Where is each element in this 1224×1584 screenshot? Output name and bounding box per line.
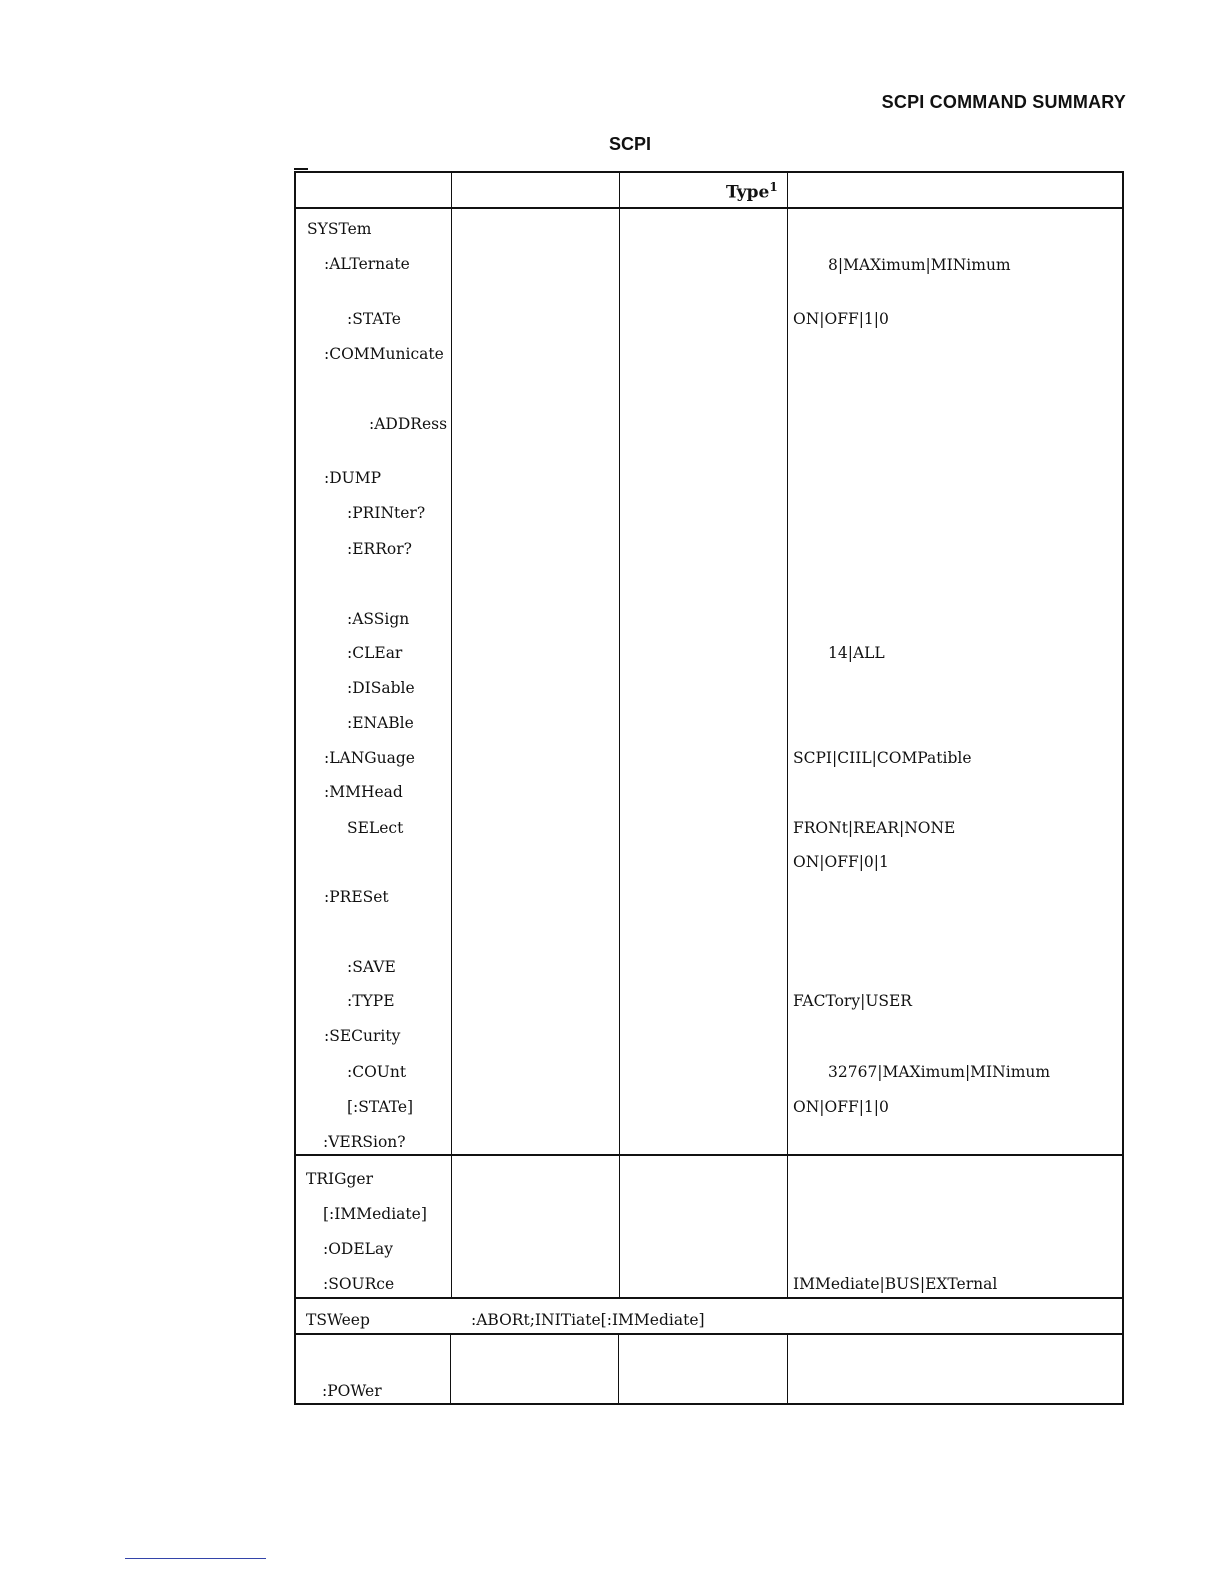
corner-mark bbox=[294, 168, 308, 170]
command-cell: :ALTernate bbox=[324, 255, 410, 273]
command-cell: [:STATe] bbox=[347, 1098, 414, 1116]
command-cell: :COMMunicate bbox=[324, 345, 444, 363]
command-cell: :LANGuage bbox=[324, 749, 415, 767]
command-cell: TSWeep bbox=[306, 1311, 370, 1329]
command-cell: :SOURce bbox=[323, 1275, 395, 1293]
header-rule bbox=[296, 207, 1122, 209]
parameter-cell: 32767|MAXimum|MINimum bbox=[828, 1063, 1051, 1081]
type-column-header: Type$^1$ bbox=[726, 180, 778, 203]
command-cell: :ERRor? bbox=[347, 540, 412, 558]
command-cell: [:IMMediate] bbox=[323, 1205, 427, 1223]
section-rule bbox=[296, 1154, 1122, 1156]
section-rule bbox=[296, 1333, 1122, 1335]
footer-rule bbox=[125, 1558, 266, 1559]
column-divider bbox=[787, 1335, 788, 1405]
description-cell: :ABORt;INITiate[:IMMediate] bbox=[471, 1311, 705, 1329]
column-divider bbox=[787, 173, 788, 1298]
command-cell: SYSTem bbox=[307, 220, 372, 238]
command-cell: :SAVE bbox=[347, 958, 396, 976]
command-cell: :PRESet bbox=[324, 888, 389, 906]
command-cell: :CLEar bbox=[347, 644, 403, 662]
page-header-title: SCPI COMMAND SUMMARY bbox=[881, 92, 1126, 112]
command-cell: :POWer bbox=[322, 1382, 382, 1400]
table-title: SCPI bbox=[609, 134, 652, 154]
parameter-cell: ON|OFF|1|0 bbox=[793, 1098, 889, 1116]
command-cell: :VERSion? bbox=[323, 1133, 406, 1151]
parameter-cell: 8|MAXimum|MINimum bbox=[828, 256, 1011, 274]
parameter-cell: 14|ALL bbox=[828, 644, 885, 662]
scpi-command-table bbox=[294, 171, 1124, 1405]
command-cell: :ASSign bbox=[347, 610, 410, 628]
command-cell: :ENABle bbox=[347, 714, 414, 732]
column-divider bbox=[619, 173, 620, 1298]
command-cell: :DUMP bbox=[324, 469, 382, 487]
parameter-cell: IMMediate|BUS|EXTernal bbox=[793, 1275, 998, 1293]
command-cell: :ADDRess bbox=[369, 415, 448, 433]
parameter-cell: FACTory|USER bbox=[793, 992, 912, 1010]
command-cell: :PRINter? bbox=[347, 504, 426, 522]
command-cell: :COUnt bbox=[347, 1063, 407, 1081]
command-cell: :ODELay bbox=[323, 1240, 393, 1258]
command-cell: :STATe bbox=[347, 310, 401, 328]
parameter-cell: ON|OFF|1|0 bbox=[793, 310, 889, 328]
command-cell: SELect bbox=[347, 819, 404, 837]
column-divider bbox=[450, 1335, 451, 1405]
command-cell: :MMHead bbox=[324, 783, 403, 801]
column-divider bbox=[618, 1335, 619, 1405]
parameter-cell: ON|OFF|0|1 bbox=[793, 853, 889, 871]
parameter-cell: SCPI|CIIL|COMPatible bbox=[793, 749, 972, 767]
command-cell: :DISable bbox=[347, 679, 415, 697]
command-cell: TRIGger bbox=[306, 1170, 374, 1188]
command-cell: :SECurity bbox=[324, 1027, 401, 1045]
section-rule bbox=[296, 1297, 1122, 1299]
column-divider bbox=[451, 173, 452, 1298]
parameter-cell: FRONt|REAR|NONE bbox=[793, 819, 956, 837]
command-cell: :TYPE bbox=[347, 992, 395, 1010]
